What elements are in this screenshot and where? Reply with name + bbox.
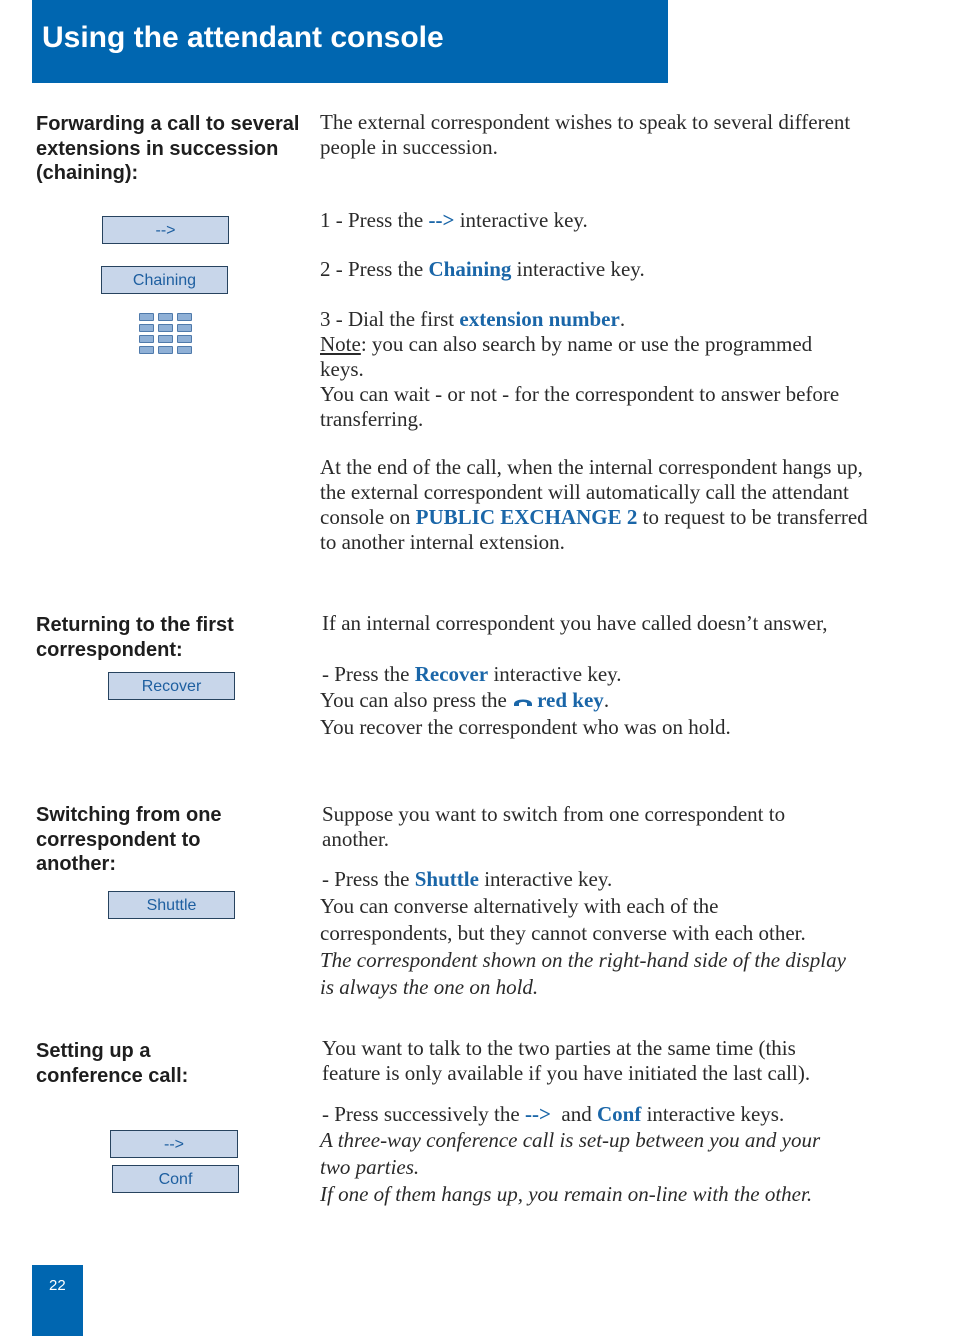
step-text: . [603,688,610,712]
section-title-line: correspondent: [36,638,183,661]
text-line: At the end of the call, when the internal correspondent hangs up, [320,455,863,479]
phone-handset-icon [512,696,534,708]
section-title-chaining [36,112,299,186]
step-text: interactive key. [454,208,588,232]
page-number-tab [32,1265,83,1336]
note-label: Note [320,332,361,356]
shuttle-intro [322,802,785,852]
italic-note: two parties. [320,1155,420,1179]
text-line: You want to talk to the two parties at the same time (this [322,1036,796,1060]
section-title-shuttle [36,803,222,877]
note-text: keys. [320,357,364,381]
italic-note: The correspondent shown on the right-hand side of the display [320,948,846,972]
step-key-name: Conf [597,1102,642,1126]
step-text: interactive key. [511,257,645,281]
text-line: console on [320,505,416,529]
text-line: feature is only available if you have initiated the last call). [322,1061,811,1085]
section-title-line: Returning to the first [36,614,234,636]
text-line: You can wait - or not - for the correspondent to answer before [320,382,840,406]
section-title-line: extensions in succession [36,137,279,160]
step-text: and [550,1102,597,1126]
text-line: Suppose you want to switch from one correspondent to [322,802,786,826]
step-key-name: Chaining [428,257,512,281]
text-line: transferring. [320,407,424,431]
chaining-intro [320,110,850,160]
italic-note: If one of them hangs up, you remain on-line with the other. [320,1182,813,1206]
italic-note: is always the one on hold. [320,975,539,999]
recover-steps [320,662,731,740]
text-line: people in succession. [320,135,498,159]
text-line: to another internal extension. [320,530,565,554]
step-text: - Press the [322,662,415,686]
conference-intro [322,1036,810,1086]
section-title-line: Switching from one [36,804,222,826]
conf-key-button[interactable]: Conf [112,1165,239,1193]
page-title: Using the attendant console [42,21,444,54]
chaining-end-paragraph [320,455,868,555]
step-key-name: Recover [414,662,489,686]
step-key-name: --> [524,1102,551,1126]
step-text: interactive key. [488,662,622,686]
arrow-key-button[interactable]: --> [102,216,229,244]
chaining-step-2 [320,257,645,282]
step-key-name: Shuttle [414,867,479,891]
step-text: . [619,307,626,331]
text-line: correspondents, but they cannot converse with each other. [320,921,806,945]
text-line: If an internal correspondent you have called doesn’t answer, [322,611,828,635]
text-line: to request to be transferred [637,505,868,529]
step-text: interactive keys. [641,1102,785,1126]
section-title-conference [36,1039,188,1088]
chaining-key-button[interactable]: Chaining [101,266,228,294]
chaining-step-1 [320,208,588,233]
section-title-line: another: [36,853,116,875]
step-text: 3 - Dial the first [320,307,460,331]
section-title-line: (chaining): [36,162,139,184]
recover-intro [322,611,828,636]
note-text: : you can also search by name or use the programmed [360,332,813,356]
shuttle-key-button[interactable]: Shuttle [108,891,235,919]
page-number: 22 [49,1277,66,1294]
step-text: interactive key. [478,867,613,891]
step-text: - Press the [322,867,415,891]
text-line: another. [322,827,390,851]
red-key-label: red key [537,688,604,712]
step-key-name: --> [428,208,455,232]
recover-key-button[interactable]: Recover [108,672,235,700]
italic-note: A three-way conference call is set-up between you and your [320,1128,821,1152]
text-line: The external correspondent wishes to speak to several different [320,110,851,134]
section-title-line: Forwarding a call to several [36,113,300,135]
section-title-line: correspondent to [36,828,201,851]
text-line: You can converse alternatively with each of the [320,894,719,918]
section-title-line: conference call: [36,1064,189,1087]
section-title-line: Setting up a [36,1040,151,1062]
arrow-key-button[interactable]: --> [110,1130,238,1158]
step-text: - Press successively the [322,1102,525,1126]
step-key-name: extension number [459,307,620,331]
text-line: the external correspondent will automatically call the attendant [320,480,849,504]
keypad-icon [139,313,193,355]
step-text: You can also press the [320,688,513,712]
section-title-recover [36,613,234,662]
text-line: You recover the correspondent who was on hold. [320,715,731,739]
header-banner [32,0,668,83]
shuttle-steps [320,867,846,1000]
conference-steps [320,1102,820,1207]
step-text: 2 - Press the [320,257,429,281]
chaining-step-3 [320,307,839,432]
step-text: 1 - Press the [320,208,429,232]
public-exchange-key-name: PUBLIC EXCHANGE 2 [415,505,638,529]
